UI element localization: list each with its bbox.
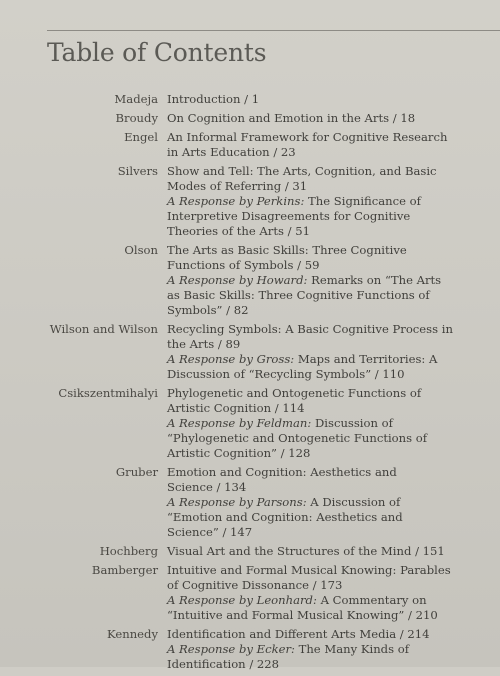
toc-title-line: Phylogenetic and Ontogenetic Functions of <box>167 386 422 400</box>
toc-author: Broudy <box>115 111 158 125</box>
toc-title-line: Intuitive and Formal Musical Knowing: Parables <box>167 563 451 577</box>
response-title-text: Remarks on “The Arts <box>307 273 442 287</box>
toc-response-line: “Emotion and Cognition: Aesthetics and <box>167 510 403 524</box>
toc-author: Madeja <box>114 92 158 106</box>
response-title-text: The Many Kinds of <box>294 642 410 656</box>
toc-title-line: Science / 134 <box>167 480 247 494</box>
toc-response-line: Symbols” / 82 <box>167 303 249 317</box>
toc-author: Hochberg <box>99 544 158 558</box>
response-title-text: The Significance of <box>304 194 421 208</box>
toc-response-line <box>167 194 467 209</box>
response-title-text: Maps and Territories: A <box>294 352 438 366</box>
toc-title-line: Emotion and Cognition: Aesthetics and <box>167 465 397 479</box>
toc-response-line: Theories of the Arts / 51 <box>167 224 310 238</box>
toc-response-line <box>167 593 467 608</box>
toc-title-line: of Cognitive Dissonance / 173 <box>167 578 343 592</box>
toc-response-line: as Basic Skills: Three Cognitive Functions of <box>167 288 430 302</box>
toc-title-line: the Arts / 89 <box>167 337 241 351</box>
toc-author: Bamberger <box>91 563 158 577</box>
toc-title-line: Identification and Different Arts Media / 214 <box>167 627 430 641</box>
toc-response-line: Artistic Cognition” / 128 <box>167 446 311 460</box>
response-attribution: A Response by Howard: <box>167 273 308 287</box>
toc-title-line: On Cognition and Emotion in the Arts / 18 <box>167 111 416 125</box>
toc-entry-text <box>167 92 467 107</box>
toc-title-line: Show and Tell: The Arts, Cognition, and Basic <box>167 164 437 178</box>
toc-entry-text <box>167 111 467 126</box>
toc-response-line <box>167 416 467 431</box>
toc-entry <box>0 627 500 672</box>
toc-title-line: The Arts as Basic Skills: Three Cognitive <box>167 243 407 257</box>
toc-entry <box>0 322 500 382</box>
response-attribution: A Response by Ecker: <box>167 642 295 656</box>
toc-title-line: Modes of Referring / 31 <box>167 179 308 193</box>
toc-entry <box>0 243 500 318</box>
toc-author: Gruber <box>115 465 158 479</box>
toc-entry-text <box>167 164 467 239</box>
toc-response-line: Interpretive Disagreements for Cognitive <box>167 209 411 223</box>
toc-author: Wilson and Wilson <box>49 322 158 336</box>
toc-response-line <box>167 352 467 367</box>
toc-response-line: Discussion of “Recycling Symbols” / 110 <box>167 367 405 381</box>
toc-title-line: Visual Art and the Structures of the Mind / 151 <box>167 544 445 558</box>
toc-response-line <box>167 642 467 657</box>
response-attribution: A Response by Perkins: <box>167 194 305 208</box>
table-of-contents <box>0 92 500 676</box>
response-title-text: Discussion of <box>311 416 393 430</box>
toc-entry-text <box>167 563 467 623</box>
toc-entry <box>0 465 500 540</box>
page-title: Table of Contents <box>47 38 267 67</box>
toc-entry <box>0 92 500 107</box>
toc-entry-text <box>167 627 467 672</box>
toc-entry <box>0 544 500 559</box>
toc-entry-text <box>167 322 467 382</box>
response-attribution: A Response by Feldman: <box>167 416 312 430</box>
toc-author: Kennedy <box>107 627 158 641</box>
toc-entry-text <box>167 544 467 559</box>
toc-response-line: “Intuitive and Formal Musical Knowing” / 210 <box>167 608 438 622</box>
response-attribution: A Response by Parsons: <box>167 495 307 509</box>
toc-title-line: Introduction / 1 <box>167 92 260 106</box>
response-title-text: A Commentary on <box>316 593 427 607</box>
toc-response-line: Identification / 228 <box>167 657 280 671</box>
toc-author: Engel <box>124 130 158 144</box>
toc-entry-text <box>167 386 467 461</box>
response-attribution: A Response by Leonhard: <box>167 593 317 607</box>
toc-response-line <box>167 495 467 510</box>
toc-author: Olson <box>124 243 158 257</box>
toc-entry <box>0 111 500 126</box>
toc-response-line <box>167 273 467 288</box>
toc-title-line: in Arts Education / 23 <box>167 145 296 159</box>
toc-title-line: An Informal Framework for Cognitive Research <box>167 130 448 144</box>
toc-entry-text <box>167 465 467 540</box>
toc-title-line: Artistic Cognition / 114 <box>167 401 305 415</box>
toc-entry <box>0 164 500 239</box>
toc-entry-text <box>167 243 467 318</box>
toc-response-line: “Phylogenetic and Ontogenetic Functions of <box>167 431 428 445</box>
toc-author: Silvers <box>117 164 158 178</box>
toc-entry <box>0 563 500 623</box>
toc-author: Csikszentmihalyi <box>58 386 158 400</box>
toc-entry <box>0 386 500 461</box>
toc-title-line: Functions of Symbols / 59 <box>167 258 320 272</box>
toc-entry <box>0 130 500 160</box>
top-rule <box>47 30 500 31</box>
response-title-text: A Discussion of <box>306 495 401 509</box>
toc-response-line: Science” / 147 <box>167 525 253 539</box>
toc-title-line: Recycling Symbols: A Basic Cognitive Process in <box>167 322 453 336</box>
response-attribution: A Response by Gross: <box>167 352 295 366</box>
toc-entry-text <box>167 130 467 160</box>
